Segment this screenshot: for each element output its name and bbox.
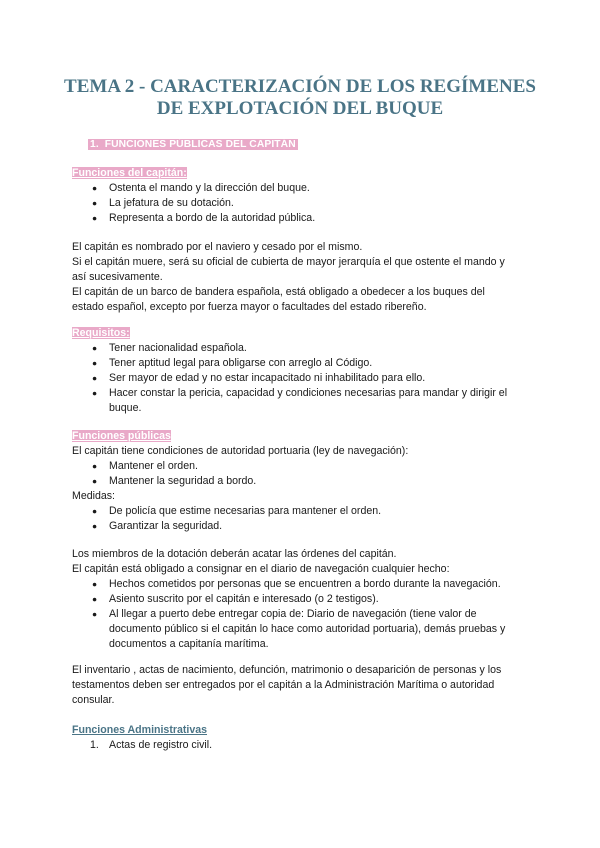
inventario-block xyxy=(72,663,530,708)
list-item: ● Hacer constar la pericia, capacidad y condiciones necesarias para mandar y dirigir el buque. xyxy=(92,386,529,416)
title-line-2: DE EXPLOTACIÓN DEL BUQUE xyxy=(156,98,444,119)
requisitos-block xyxy=(72,326,532,416)
list-item: ● Representa a bordo de la autoridad pública. xyxy=(92,211,532,226)
funciones-admin-list xyxy=(72,738,532,753)
paragraph: El inventario , actas de nacimiento, defunción, matrimonio o desaparición de personas y los testamentos deben ser entregados por el capitán a la Administración Marítima o autoridad consular. xyxy=(72,664,502,706)
list-number: 1. xyxy=(90,739,99,751)
dotacion-list xyxy=(72,577,532,652)
requisitos-heading: Requisitos: xyxy=(72,327,130,339)
list-item xyxy=(90,738,532,753)
list-item: ● Ostenta el mando y la dirección del buque. xyxy=(92,181,532,196)
funciones-admin-heading: Funciones Administrativas xyxy=(72,724,208,736)
list-item: ● De policía que estime necesarias para mantener el orden. xyxy=(92,504,532,519)
section-heading-1 xyxy=(88,138,298,150)
list-item: ● Hechos cometidos por personas que se encuentren a bordo durante la navegación. xyxy=(92,577,532,592)
paragraph: Si el capitán muere, será su oficial de cubierta de mayor jerarquía el que ostente el mando y xyxy=(72,256,505,268)
list-item: ● Al llegar a puerto debe entregar copia de: Diario de navegación (tiene valor de documento público si el capitán lo hace como autoridad portuaria), demás pruebas y documentos a capitanía marítima. xyxy=(92,607,519,652)
funciones-publicas-block xyxy=(72,429,532,534)
dotacion-block xyxy=(72,547,532,652)
list-item: ● La jefatura de su dotación. xyxy=(92,196,532,211)
paragraph: El capitán está obligado a consignar en el diario de navegación cualquier hecho: xyxy=(72,563,450,575)
title-line-1: TEMA 2 - CARACTERIZACIÓN DE LOS REGÍMENES xyxy=(64,76,536,97)
list-item: ● Mantener la seguridad a bordo. xyxy=(92,474,532,489)
list-item: ● Ser mayor de edad y no estar incapacitado ni inhabilitado para ello. xyxy=(92,371,532,386)
list-item-text: Actas de registro civil. xyxy=(109,739,213,751)
list-item: ● Garantizar la seguridad. xyxy=(92,519,532,534)
medidas-label: Medidas: xyxy=(72,490,115,502)
list-item: ● Tener aptitud legal para obligarse con arreglo al Código. xyxy=(92,356,532,371)
funciones-publicas-list xyxy=(72,459,532,489)
paragraph: El capitán tiene condiciones de autoridad portuaria (ley de navegación): xyxy=(72,445,409,457)
funciones-capitan-list xyxy=(72,181,532,226)
paragraph: así sucesivamente. xyxy=(72,271,163,283)
funciones-capitan-block xyxy=(72,166,532,226)
medidas-list xyxy=(72,504,532,534)
list-item: ● Mantener el orden. xyxy=(92,459,532,474)
paragraph: El capitán es nombrado por el naviero y cesado por el mismo. xyxy=(72,241,363,253)
paragraph: Los miembros de la dotación deberán acatar las órdenes del capitán. xyxy=(72,548,397,560)
document-title xyxy=(60,76,540,120)
funciones-publicas-heading: Funciones públicas xyxy=(72,430,171,442)
section-number: 1. xyxy=(90,139,99,150)
list-item: ● Tener nacionalidad española. xyxy=(92,341,532,356)
requisitos-list xyxy=(72,341,532,416)
paragraph: El capitán de un barco de bandera española, está obligado a obedecer a los buques del xyxy=(72,286,485,298)
section-label: FUNCIONES PÚBLICAS DEL CAPITÁN xyxy=(104,139,296,150)
funciones-capitan-heading: Funciones del capitán: xyxy=(72,167,187,179)
nombramiento-block xyxy=(72,240,532,315)
funciones-admin-block xyxy=(72,723,532,753)
list-item: ● Asiento suscrito por el capitán e interesado (o 2 testigos). xyxy=(92,592,532,607)
paragraph: estado español, excepto por fuerza mayor o facultades del estado ribereño. xyxy=(72,301,427,313)
